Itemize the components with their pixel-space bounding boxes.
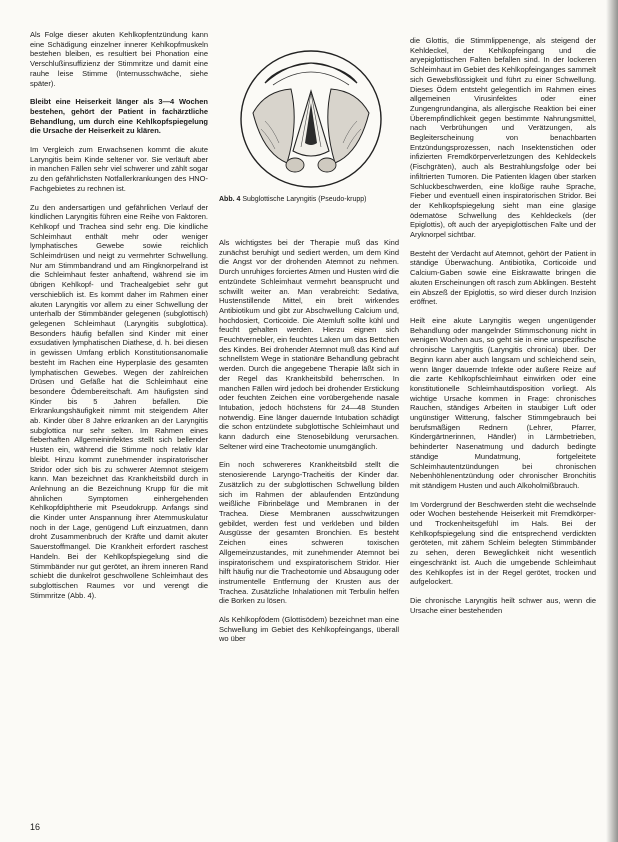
paragraph: Ein noch schwereres Krankheitsbild stellt die stenosierende Laryngo-Tracheitis der Kinder dar. Zusätzlich zu der subglottischen Schwellung bilden sich im Rahmen der ablaufenden Entzündung weißliche Fibrinbeläge und Membranen in der Trachea. Diese Membranen ausschwitzungen gebildet, werden fest und verkleben und bilden Ausgüsse der gesamten Bronchien. Es besteht Zeichen eines schweren toxischen Allgemeinzustandes, mit zunehmender Atemnot bei inspiratorischem und exspiratorischem Stridor. Hier hilft häufig nur die Tracheotomie und Absaugung oder instrumentelle Entfernung der Krusten aus der Trachea. Zusätzliche Inhalationen mit Terbulin helfen die Borken zu lösen. (219, 460, 399, 606)
column-1 (30, 30, 208, 609)
column-2 (219, 238, 399, 653)
figure-number: Abb. 4 (219, 196, 241, 203)
paragraph: Besteht der Verdacht auf Atemnot, gehört der Patient in ständige Überwachung. Antibiotika, Corticoide und Calcium-Gaben sowie eine Eiskrawatte bringen die akuten Erscheinungen oft rasch zum Abklingen. Besteht ein Abszeß der Epiglottis, so wird dieser durch Inzision eröffnet. (410, 248, 596, 307)
paragraph: Zu den andersartigen und gefährlichen Verlauf der kindlichen Laryngitis führen eine Reihe von Faktoren. Kehlkopf und Trachea sind sehr eng. Die kindliche Schleimhaut enthält mehr oder weniger lymphatisches Gewebe sowie reichlich Schleimdrüsen und neigt zu vermehrter Schwellung. Nur am Stimmbandrand und am Ringknorpelrand ist die Schleimhaut fester anhaftend, während sie im übrigen Kehlkopf- und Trachealgebiet sehr gut verschieblich ist. Es kommt daher im Rahmen einer akuten Laryngitis vor allem zu einer Schwellung der unterhalb der Stimmbänder gelegenen (subglottisch) gelegenen Schleimhaut (Laryngitis subglottica). Besonders häufig befallen sind Kinder mit einer exsudativen lymphatischen Diathese, d. h. bei diesen in gewissen Umfang erblich Konstitutionsanomalie besteht im Rachen eine Hyperplasie des gesamten lymphatischen Gewebes. Wegen der zahlreichen Drüsen und Gefäße hat die Schleimhaut eine besondere Ödembereitschaft. Am häufigsten sind Kinder bis 5 Jahren befallen. Die Erkrankungshäufigkeit nimmt mit steigendem Alter ab. Kinder über 8 Jahre erkranken an der Laryngitis subglottica nur sehr selten. Im Rahmen eines fieberhaften Allgemeininfektes stellt sich bellender Husten ein, während die Stimme noch relativ klar bleibt. Hinzu kommt zunehmender inspiratorischer Stridor oder sich bis zu schwerer Atemnot steigern kann. Man bezeichnet das Krankheitsbild durch in Anlehnung an die Bezeichnung Krupp für die mit ähnlichen Symptomen einhergehenden Kehlkopfdiphtherie mit Pseudokrupp. Anfangs sind die Kinder unter Anspannung ihrer Atemmuskulatur noch in der Lage, genügend Luft einzuatmen, dann droht Zusammenbruch der Kräfte und damit akuter Sauerstoffmangel. Die Krankheit erfordert raschest Handeln. Bei der Kehlkopfspiegelung sind die Stimmbänder nur gut gerötet, an ihrem inneren Rand schiebt die dunkelrot geschwollene Schleimhaut des subglottischen Raumes vor und verengt die Stimmritze (Abb. 4). (30, 202, 208, 600)
page-number: 16 (30, 822, 41, 832)
paragraph: die Glottis, die Stimmlippenenge, als steigend der Kehldeckel, der Kehlkopfeingang und die aryepiglottischen Falten befallen sind. In der lockeren Schleimhaut im Gebiet des Kehlkopfeinganges sammelt sich Gewebsflüssigkeit und führt zu einer Schwellung. Dieses Ödem entsteht gelegentlich im Rahmen eines allgemeinen Virusinfektes oder einer Zungengrundangina, als allergische Reaktion bei einer Überempfindlichkeit gegen bestimmte Nahrungsmittel, nach Verbrühungen und Verätzungen, als Begleiterscheinung von benachbarten Entzündungsprozessen, nach Insektenstichen oder infizierten Fremdkörperverletzungen des Kehldeckels (Fischgräten), auch als Bestrahlungsfolge oder bei infiltrierten Tumoren. Die Patienten klagen über starken Schluckbeschwerden, eine kloßige rauhe Sprache, Fieber und eventuell einen inspiratorischen Stridor. Bei der Kehlkopfspiegelung sieht man eine glasige ödematöse Schwellung des Kehldeckels (der Epiglottis), oft auch der aryepiglottischen Falte und der Aryknorpel sichtbar. (410, 36, 596, 240)
larynx-illustration (225, 33, 397, 193)
paragraph: Heilt eine akute Laryngitis wegen ungenügender Behandlung oder mangelnder Stimmschonung nicht in wenigen Wochen aus, so geht sie in eine unspezifische chronische Laryngitis (Laryngitis chronica) über. Der Beginn kann aber auch langsam und schleichend sein, wenn länger dauernde Infekte oder äußere Reize auf die zarte Kehlkopfschleimhaut einwirken oder eine konstitutionelle Schleimhautdisposition vorliegt. Als wichtige Ursache kommen in Frage: chronisches Rauchen, ständiges Arbeiten in staubiger Luft oder ungünstiger Witterung, falscher Stimmgebrauch bei berufsmäßigen Rednern (Lehrer, Pfarrer, Kindergärtnerinnen, Händler) in Lärmbetrieben, behinderter Nasenatmung und dadurch bedingte ständige Mundatmung, fortgeleitete Schleimhautentzündungen bei chronischen Nebenhöhlenentzündung oder chronischer Bronchitis mit ständigem Husten und auch Alkoholmißbrauch. (410, 315, 596, 490)
paragraph: Als wichtigstes bei der Therapie muß das Kind zunächst beruhigt und sediert werden, um dem Kind die Angst vor der drohenden Atemnot zu nehmen. Durch unruhiges forciertes Atmen und Husten wird die entzündete Schleimhaut vermehrt beansprucht und schwillt weiter an. Man verabreicht: Sedativa, Hustenstillende Mittel, ein breit wirkendes Antibiotikum und gibt zur Abschwellung Calcium und, hochdosiert, Corticoide. Die Atemluft sollte kühl und feucht gehalten werden. Hierzu eignen sich Feuchtvernebler, ein feuchtes Laken um das Bettchen des Kindes. Bei drohender Atemnot muß das Kind auf schnellstem Wege in stationäre Behandlung gebracht werden. Durch die angegebene Therapie läßt sich in der Regel das Krankheitsbild beherrschen. In manchen Fällen wird jedoch bei drohender Erstickung oder feuchten Zeichen eine vorübergehende nasale Intubation, jedoch höchstens für 24—48 Stunden notwendig. Eine länger dauernde Intubation schädigt die schon entzündete subglottische Schleimhaut und kann dadurch eine Stenosebildung verursachen. Seltener wird eine Tracheotomie unumgänglich. (219, 238, 399, 451)
paragraph: Als Kehlkopfödem (Glottisödem) bezeichnet man eine Schwellung im Gebiet des Kehlkopfeingangs, überall wo über (219, 615, 399, 644)
figure-caption (219, 196, 399, 205)
figure-caption-text: Subglottische Laryngitis (Pseudo-krupp) (242, 196, 367, 203)
column-3 (410, 36, 596, 624)
figure-laryngoscopic-view (225, 33, 397, 223)
paragraph-bold: Bleibt eine Heiserkeit länger als 3—4 Wochen bestehen, gehört der Patient in fachärztliche Behandlung, um durch eine Kehlkopfspiegelung die Ursache der Heiserkeit zu klären. (30, 97, 208, 136)
paragraph: Im Vergleich zum Erwachsenen kommt die akute Laryngitis beim Kinde seltener vor. Sie verläuft aber in manchen Fällen sehr viel schwerer und zählt sogar zu den gefährlichsten Notfallerkrankungen des HNO-Fachgebietes zu rechnen ist. (30, 145, 208, 193)
paragraph: Als Folge dieser akuten Kehlkopfentzündung kann eine Schädigung einzelner innerer Kehlkopfmuskeln bestehen bleiben, es resultiert bei Phonation eine Verschlußinsuffizienz der Stimmritze und damit eine rauhe leise Stimme (Internusschwäche, siehe später). (30, 30, 208, 88)
page-edge-shadow (606, 0, 618, 842)
paragraph: Im Vordergrund der Beschwerden steht die wechselnde oder Wochen bestehende Heiserkeit mit Fremdkörper- und Trockenheitsgefühl im Hals. Bei der Kehlkopfspiegelung sind die entsprechend verdickten geröteten, mit zähem Schleim belegten Stimmbänder zu sehen, deren Beweglichkeit nicht wesentlich eingeschränkt ist. Auch die umgebende Schleimhaut des Kehlkopfes ist in der Regel gerötet, trocken und aufgelockert. (410, 499, 596, 587)
paragraph: Die chronische Laryngitis heilt schwer aus, wenn die Ursache einer bestehenden (410, 595, 596, 615)
